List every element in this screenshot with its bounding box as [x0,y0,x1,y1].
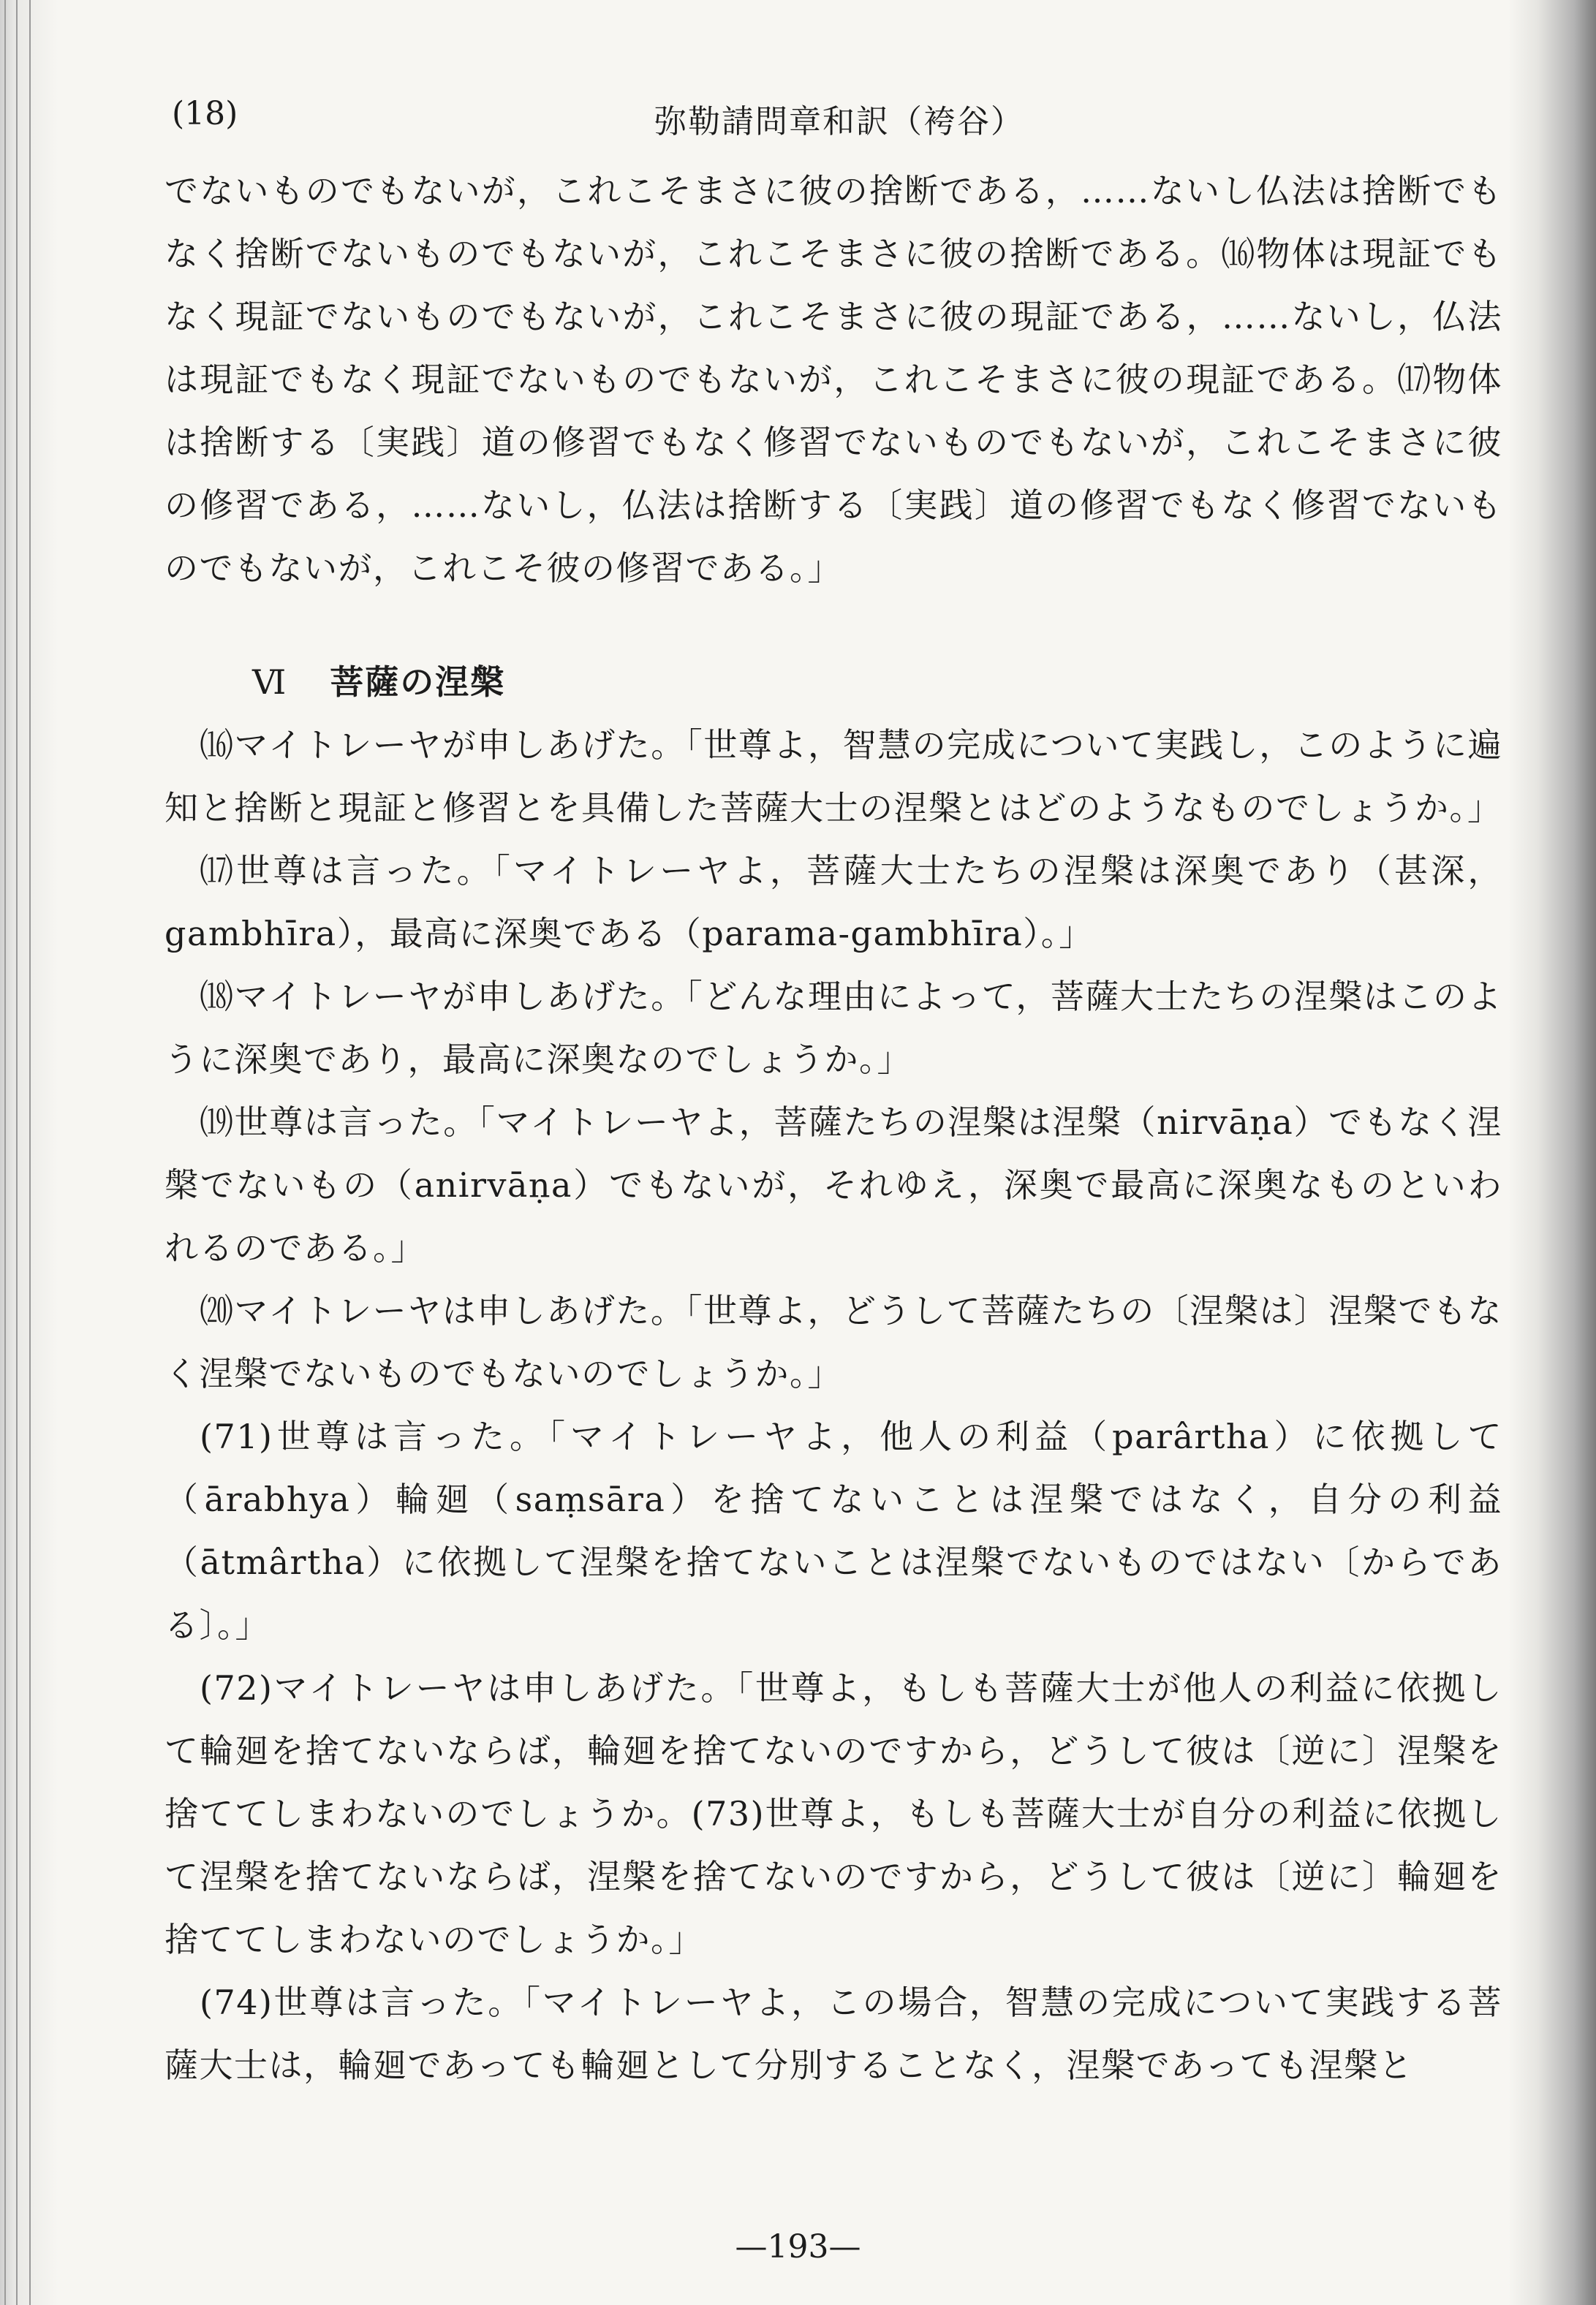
paragraph-72: (72)マイトレーヤは申しあげた。「世尊よ，もしも菩薩大士が他人の利益に依拠して輪廻を捨てないならば，輪廻を捨てないのですから，どうして彼は〔逆に〕涅槃を捨ててしまわないのでしょうか。(73)世尊よ，もしも菩薩大士が自分の利益に依拠して涅槃を捨てないならば，涅槃を捨てないのですから，どうして彼は〔逆に〕輪廻を捨ててしまわないのでしょうか。」 [164,1668,1502,1959]
page-left-edge [0,0,58,2305]
paragraph-68: ⒅マイトレーヤが申しあげた。「どんな理由によって，菩薩大士たちの涅槃はこのように深奥であり，最高に深奥なのでしょうか。」 [164,977,1502,1079]
section-title: 菩薩の涅槃 [330,662,506,702]
paragraph-69: ⒆世尊は言った。「マイトレーヤよ，菩薩たちの涅槃は涅槃（nirvāṇa）でもなく涅槃でないもの（anirvāṇa）でもないが，それゆえ，深奥で最高に深奥なものといわれるのである。」 [164,1102,1502,1268]
paragraph-66: ⒃マイトレーヤが申しあげた。「世尊よ，智慧の完成について実践し，このように遍知と捨断と現証と修習とを具備した菩薩大士の涅槃とはどのようなものでしょうか。」 [164,725,1502,828]
footer-page-number: —193— [735,2228,861,2266]
continued-paragraph: でないものでもないが，これこそまさに彼の捨断である，……ないし仏法は捨断でもなく捨断でないものでもないが，これこそまさに彼の捨断である。⒃物体は現証でもなく現証でないものでもないが，これこそまさに彼の現証である，……ないし，仏法は現証でもなく現証でないものでもないが，これこそまさに彼の現証である。⒄物体は捨断する〔実践〕道の修習でもなく修習でないものでもないが，これこそまさに彼の修習である，……ないし，仏法は捨断する〔実践〕道の修習でもなく修習でないものでもないが，これこそ彼の修習である。」 [164,171,1503,588]
binding-line [16,0,18,2305]
binding-line [4,0,6,2305]
binding-line [29,0,31,2305]
section-numeral: Ⅵ [252,662,288,702]
paragraph-71: (71)世尊は言った。「マイトレーヤよ，他人の利益（parârtha）に依拠して（ārabhya）輪廻（saṃsāra）を捨てないことは涅槃ではなく，自分の利益（ātmârtha）に依拠して涅槃を捨てないことは涅槃でないものではない〔からである〕。」 [164,1417,1502,1645]
paragraph-70: ⒇マイトレーヤは申しあげた。「世尊よ，どうして菩薩たちの〔涅槃は〕涅槃でもなく涅槃でないものでもないのでしょうか。」 [164,1291,1502,1393]
page-right-edge [1508,0,1596,2305]
page-header [172,95,1502,139]
paragraph-74: (74)世尊は言った。「マイトレーヤよ，この場合，智慧の完成について実践する菩薩大士は，輪廻であっても輪廻として分別することなく，涅槃であっても涅槃と [164,1983,1502,2085]
section-heading [164,651,1502,714]
main-text [164,159,1502,2097]
header-page-label: (18) [172,95,238,132]
paragraph-67: ⒄世尊は言った。「マイトレーヤよ，菩薩大士たちの涅槃は深奥であり（甚深，gambhīra），最高に深奥である（parama-gambhīra）。」 [164,851,1502,953]
running-title: 弥勒請問章和訳（袴谷） [654,103,1024,140]
